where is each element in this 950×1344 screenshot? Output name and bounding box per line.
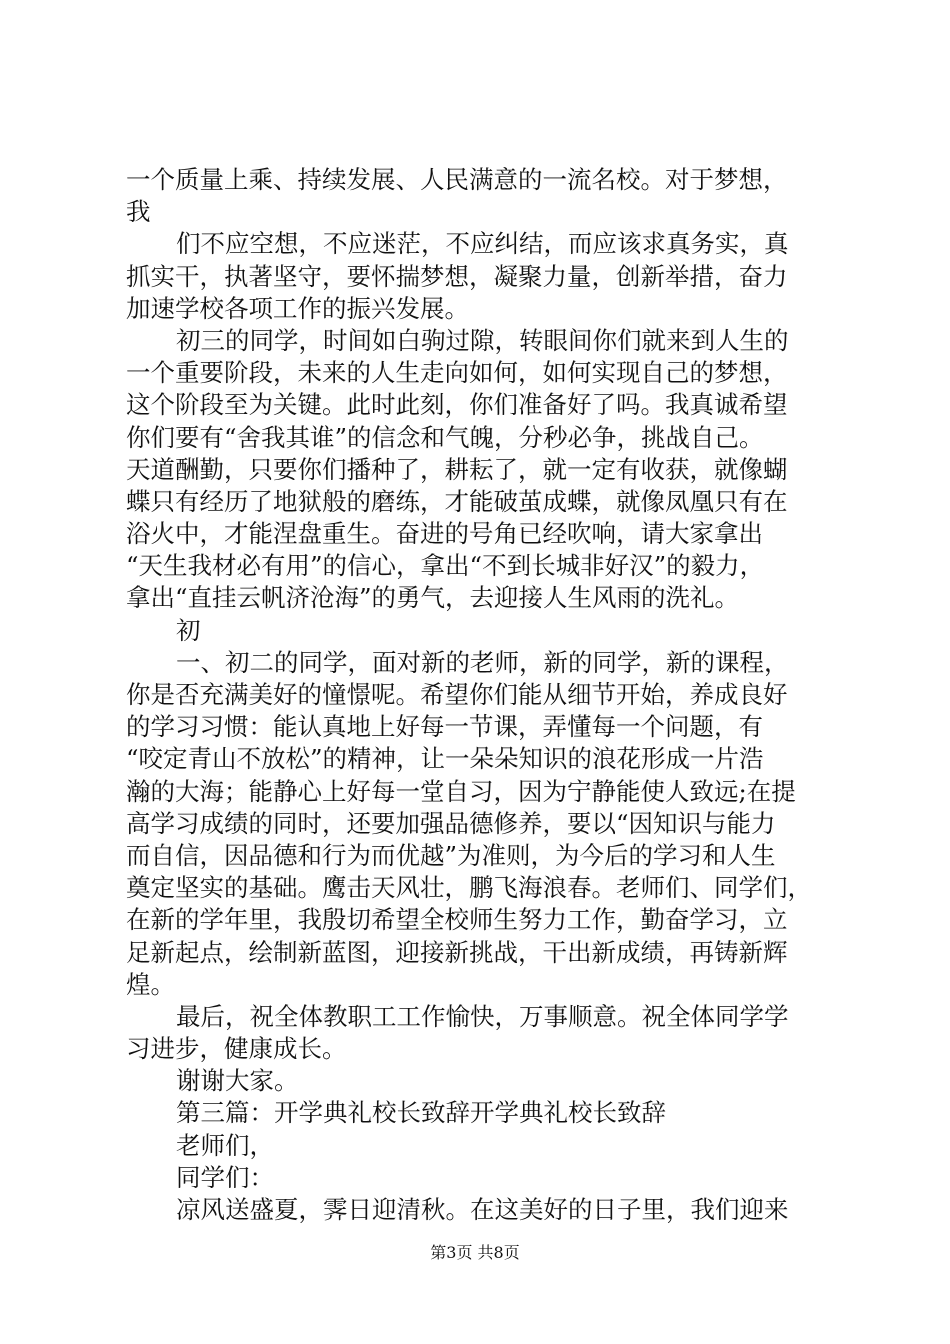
text-line: 谢谢大家。	[176, 1066, 299, 1096]
text-line: 而自信，因品德和行为而优越”为准则，为今后的学习和人生	[126, 840, 776, 870]
text-line: 奠定坚实的基础。鹰击天风壮，鹏飞海浪春。老师们、同学们，	[126, 873, 812, 903]
text-line: 最后，祝全体教职工工作愉快，万事顺意。祝全体同学学	[176, 1001, 789, 1031]
text-line: 老师们，	[176, 1130, 274, 1160]
text-line: “天生我材必有用”的信心，拿出“不到长城非好汉”的毅力，	[126, 551, 765, 581]
text-line: 你们要有“舍我其谁”的信念和气魄，分秒必争，挑战自己。	[126, 422, 764, 452]
text-line: 蝶只有经历了地狱般的磨练，才能破茧成蝶，就像凤凰只有在	[126, 486, 788, 516]
text-line: 足新起点，绘制新蓝图，迎接新挑战，干出新成绩，再铸新辉	[126, 937, 788, 967]
text-line: 初三的同学，时间如白驹过隙，转眼间你们就来到人生的	[176, 325, 789, 355]
text-line: 的学习习惯：能认真地上好每一节课，弄懂每一个问题，有	[126, 712, 763, 742]
text-line: 习进步，健康成长。	[126, 1034, 347, 1064]
text-line: 你是否充满美好的憧憬呢。希望你们能从细节开始，养成良好	[126, 680, 788, 709]
text-line: 一、初二的同学，面对新的老师，新的同学，新的课程，	[176, 647, 789, 677]
text-line: 我	[126, 197, 151, 227]
text-line: 一个重要阶段，未来的人生走向如何，如何实现自己的梦想，	[126, 358, 788, 388]
text-line: 浴火中，才能涅盘重生。奋进的号角已经吹响，请大家拿出	[126, 519, 763, 549]
section-heading: 第三篇：开学典礼校长致辞开学典礼校长致辞	[176, 1098, 666, 1128]
document-body	[126, 164, 834, 1226]
text-line: 一个质量上乘、持续发展、人民满意的一流名校。对于梦想，	[126, 165, 788, 194]
text-line: 们不应空想，不应迷茫，不应纠结，而应该求真务实，真	[176, 229, 789, 259]
text-line: 凉风送盛夏，霁日迎清秋。在这美好的日子里，我们迎来	[176, 1195, 789, 1224]
text-line: 加速学校各项工作的振兴发展。	[126, 293, 469, 323]
text-line: 抓实干，执著坚守，要怀揣梦想，凝聚力量，创新举措，奋力	[126, 261, 788, 291]
text-line: 瀚的大海；能静心上好每一堂自习，因为宁静能使人致远;在提	[126, 776, 796, 806]
text-line: 煌。	[126, 969, 175, 999]
page-number-footer: 第3页 共8页	[430, 1243, 520, 1262]
text-line: 天道酬勤，只要你们播种了，耕耘了，就一定有收获，就像蝴	[126, 454, 788, 484]
text-line: 同学们：	[176, 1162, 274, 1192]
text-line: “咬定青山不放松”的精神，让一朵朵知识的浪花形成一片浩	[126, 744, 764, 774]
text-line: 在新的学年里，我殷切希望全校师生努力工作，勤奋学习，立	[126, 905, 788, 935]
text-line: 拿出“直挂云帆济沧海”的勇气，去迎接人生风雨的洗礼。	[126, 583, 740, 613]
text-line: 初	[176, 615, 201, 645]
text-line: 这个阶段至为关键。此时此刻，你们准备好了吗。我真诚希望	[126, 390, 788, 420]
text-line: 高学习成绩的同时，还要加强品德修养，要以“因知识与能力	[126, 808, 776, 838]
